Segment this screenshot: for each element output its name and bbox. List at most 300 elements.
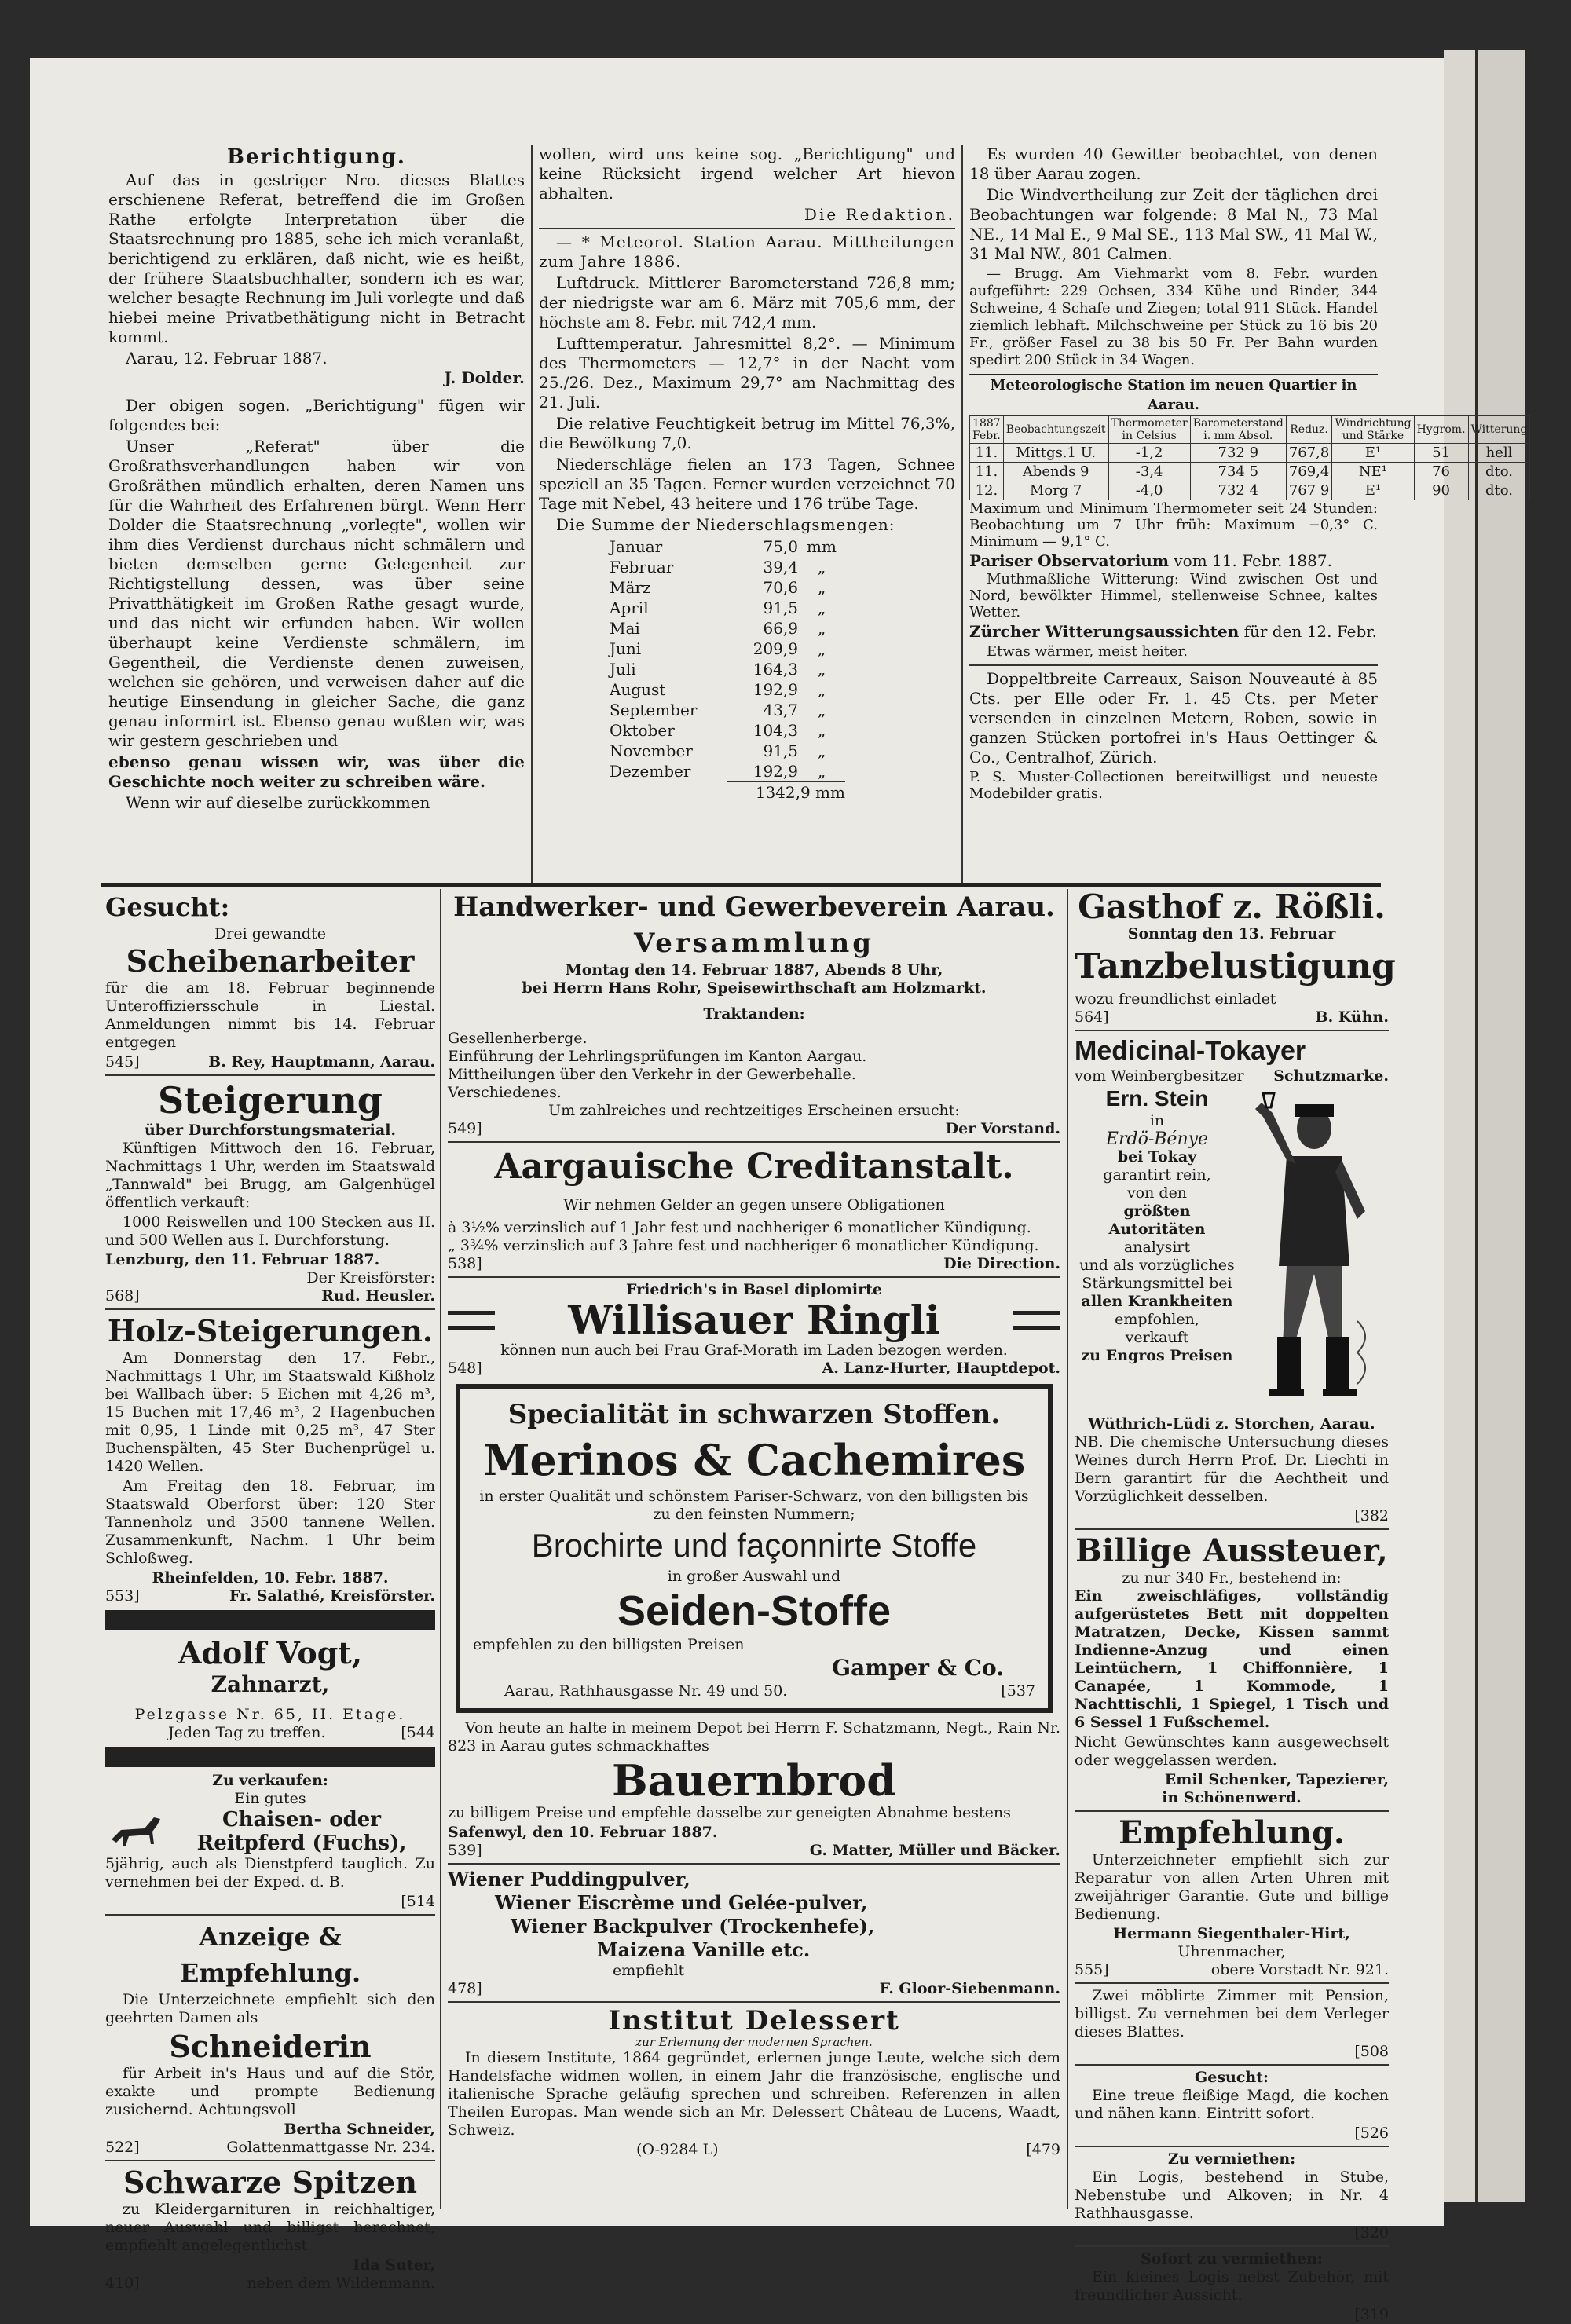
weather-table-header-cell: Hygrom. <box>1414 416 1468 444</box>
merinos-title: Merinos & Cachemires <box>482 1435 1026 1485</box>
gesucht-title: Gesucht: <box>105 892 230 922</box>
rainfall-unit: „ <box>817 660 826 679</box>
magd-number: [526 <box>1354 2125 1389 2142</box>
divider-r3 <box>1075 1810 1389 1812</box>
steigerung-text: Künftigen Mittwoch den 16. Februar, Nachmittags 1 Uhr, werden im Staatswald „Tannwald" bei Brugg, am Galgenhügel öffentlich verkauft: <box>105 1140 435 1211</box>
rainfall-row <box>539 659 955 679</box>
tokayer-vom: vom Weinbergbesitzer <box>1075 1067 1244 1085</box>
bauern-title: Bauernbrod <box>612 1755 896 1806</box>
zurich-forecast: Etwas wärmer, meist heiter. <box>987 643 1188 660</box>
black-bar-2 <box>105 1747 435 1767</box>
steigerung-date: Lenzburg, den 11. Februar 1887. <box>105 1251 380 1268</box>
tokayer-line: analysirt <box>1123 1239 1191 1256</box>
pudding-number: 478] <box>448 1980 482 1997</box>
tokayer-line: garantirt rein, <box>1103 1166 1211 1184</box>
gamper-name: Gamper & Co. <box>832 1655 1004 1681</box>
divider-l3 <box>105 1914 435 1916</box>
weather-table-row <box>970 444 1530 463</box>
rainfall-month: März <box>610 578 651 597</box>
empfehlung-job: Uhrenmacher, <box>1177 1943 1286 1960</box>
institut-text: In diesem Institute, 1864 gegründet, erlernen junge Leute, welche sich dem Handelsfache widmen wollen, in einem Jahr die französische, englische und italienische Sprache geläufig sprechen und schreiben. Referenzen in allen Theilen Europas. Man wende sich an Mr. Delessert Château de Lucens, Waadt, Schweiz. <box>448 2049 1060 2139</box>
ringli-pre: Friedrich's in Basel diplomirte <box>625 1281 882 1298</box>
weather-table-header-cell: Barometerstand i. mm Absol. <box>1190 416 1286 444</box>
steigerung-number: 568] <box>105 1287 140 1305</box>
pudding-signature: F. Gloor-Siebenmann. <box>879 1980 1060 1997</box>
rainfall-total-row <box>539 781 955 803</box>
weather-table-cell: Mittgs.1 U. <box>1003 444 1108 463</box>
berichtigung-title: Berichtigung. <box>227 145 406 169</box>
aussteuer-text2: Nicht Gewünschtes kann ausgewechselt oder weggelassen werden. <box>1075 1733 1389 1769</box>
sofort-title: Sofort zu vermiethen: <box>1141 2250 1323 2267</box>
vogt-job: Zahnarzt, <box>211 1671 330 1697</box>
sofort-number: [319 <box>1354 2306 1389 2323</box>
credit-number: 538] <box>448 1255 482 1272</box>
tokayer-in: in <box>1149 1112 1165 1129</box>
divider-m4 <box>448 2001 1060 2003</box>
ads-left-column <box>105 889 435 2292</box>
traktanden-4: Verschiedenes. <box>448 1084 562 1101</box>
scheiben-footer <box>105 1053 435 1071</box>
schneiderin-footer <box>105 2139 435 2157</box>
holz-footer <box>105 1587 435 1605</box>
spitzen-signature: Ida Suter, <box>353 2256 435 2274</box>
vogt-number: [544 <box>401 1724 435 1741</box>
weather-table-cell: 769,4 <box>1286 463 1332 481</box>
ringli-footer <box>448 1360 1060 1378</box>
logis-title: Zu vermiethen: <box>1167 2150 1296 2168</box>
tokayer-place: Erdö-Bénye <box>1105 1129 1209 1149</box>
tanz-title: Tanzbelustigung <box>1075 946 1396 986</box>
rainfall-month: November <box>610 741 693 760</box>
weather-table-header-cell: Reduz. <box>1286 416 1332 444</box>
bauern-text2: zu billigem Preise und empfehle dasselbe zur geneigten Abnahme bestens <box>448 1804 1011 1821</box>
gasthof-date: Sonntag den 13. Februar <box>1127 925 1336 942</box>
weather-table-cell: E¹ <box>1332 444 1414 463</box>
rainfall-row <box>539 720 955 741</box>
holz-text: Am Donnerstag den 17. Febr., Nachmittags 1 Uhr, im Staatswald Kißholz bei Wallbach über: 5 Eichen mit 4,26 m³, 15 Buchen mit 17,46 m³, 2 Hagenbuchen mit 0,95, 1 Linde mit 0,25 m³, 47 Ster Buchenspälten, 45 Ster Buchenprügel u. 1420 Wellen. <box>105 1349 435 1475</box>
berichtigung-signature: J. Dolder. <box>444 368 525 387</box>
rainfall-value: 66,9 <box>763 619 798 638</box>
weather-table-cell: dto. <box>1468 481 1530 500</box>
vogt-address: Pelzgasse Nr. 65, II. Etage. <box>134 1706 406 1723</box>
weather-table-header-cell: Witterung <box>1468 416 1530 444</box>
rainfall-value: 104,3 <box>753 721 798 740</box>
column-berichtigung <box>108 145 525 883</box>
pudding-emp: empfiehlt <box>613 1962 685 1979</box>
spitzen-footer <box>105 2275 435 2293</box>
credit-signature: Die Direction. <box>943 1255 1060 1272</box>
bauern-text1: Von heute an halte in meinem Depot bei Herrn F. Schatzmann, Negt., Rain Nr. 823 in Aarau gutes schmackhaftes <box>448 1719 1060 1755</box>
ads-middle-column <box>448 889 1060 2209</box>
ads-divider-right <box>1067 889 1068 2209</box>
ringli-text: können nun auch bei Frau Graf-Morath im Laden bezogen werden. <box>500 1341 1008 1359</box>
divider-m1 <box>448 1141 1060 1143</box>
berichtigung-text: Auf das in gestriger Nro. dieses Blattes erschienene Referat, betreffend die im Großen Rathe erfolgte Interpretation über die Staatsrechnung pro 1885, sehe ich mich veranlaßt, berichtigend zu erklären, daß nicht, wie es heißt, der frühere Staatsbuchhalter, sondern ich es war, welcher besagte Rechnung im Juli vorlegte und daß hiebei meine Privatbethätigung nicht in Betracht kommt. <box>108 170 525 346</box>
divider-r7 <box>1075 2245 1389 2247</box>
pudding-4: Maizena Vanille etc. <box>597 1938 811 1961</box>
aussteuer-title: Billige Aussteuer, <box>1075 1532 1388 1569</box>
divider-l2 <box>105 1308 435 1310</box>
schneiderin-address: Golattenmattgasse Nr. 234. <box>226 2139 435 2156</box>
anzeige-title: Anzeige & Empfehlung. <box>179 1922 361 1988</box>
weather-table-body <box>970 444 1530 500</box>
sofort-text: Ein kleines Logis nebst Zubehör, mit freundlicher Aussicht. <box>1075 2268 1389 2304</box>
versammlung-title: Versammlung <box>633 928 875 959</box>
scheiben-title: Scheibenarbeiter <box>126 943 415 979</box>
weather-table-header <box>970 416 1530 444</box>
weather-table-cell: 732 9 <box>1190 444 1286 463</box>
meteo-head: wollen, wird uns keine sog. „Berichtigung" und keine Rücksicht irgend welcher Art hievon abhalten. <box>539 145 955 203</box>
gesucht-sub: Drei gewandte <box>214 925 326 942</box>
pudding-footer <box>448 1980 1060 1998</box>
weather-table-cell: 11. <box>970 444 1004 463</box>
credit-line-2: „ 3¾% verzinslich auf 3 Jahre fest und nachheriger 6 monatlicher Kündigung. <box>448 1237 1039 1254</box>
zimmer-text: Zwei möblirte Zimmer mit Pension, billigst. Zu vernehmen bei dem Verleger dieses Blattes. <box>1075 1987 1389 2040</box>
anzeige-text: Die Unterzeichnete empfiehlt sich den geehrten Damen als <box>105 1991 435 2026</box>
spitzen-number: 410] <box>105 2275 140 2292</box>
ringli-deco-right <box>1013 1311 1060 1330</box>
institut-number: [479 <box>1026 2141 1060 2158</box>
aussteuer-signature: Emil Schenker, Tapezierer, <box>1164 1771 1389 1788</box>
chaisen-block <box>105 1808 435 1855</box>
empfehlung-title: Empfehlung. <box>1119 1814 1345 1851</box>
tokayer-line: allen Krankheiten <box>1081 1293 1233 1310</box>
merinos-text: in erster Qualität und schönstem Pariser-Schwarz, von den billigsten bis zu den feinsten Nummern; <box>479 1488 1029 1523</box>
seiden-title: Seiden-Stoffe <box>617 1587 892 1634</box>
steigerung-sig1: Der Kreisförster: <box>306 1269 435 1286</box>
zurich-title: Zürcher Witterungsaussichten <box>969 622 1240 641</box>
weather-table-cell: -4,0 <box>1108 481 1190 500</box>
weather-table-cell: E¹ <box>1332 481 1414 500</box>
holz-signature: Fr. Salathé, Kreisförster. <box>229 1587 435 1605</box>
rainfall-row <box>539 618 955 639</box>
aussteuer-price: zu nur 340 Fr., bestehend in: <box>1122 1569 1342 1587</box>
rainfall-month: Dezember <box>610 762 691 781</box>
versammlung-date: Montag den 14. Februar 1887, Abends 8 Uhr, <box>565 961 943 979</box>
tokayer-sub <box>1075 1067 1389 1085</box>
rainfall-unit: „ <box>817 701 826 719</box>
rainfall-month: Juni <box>610 639 642 658</box>
weather-table-cell: hell <box>1468 444 1530 463</box>
weather-table-cell: Morg 7 <box>1003 481 1108 500</box>
rainfall-value: 209,9 <box>753 639 798 658</box>
divider-l1 <box>105 1074 435 1076</box>
gamper-number: [537 <box>1001 1682 1035 1700</box>
divider-r4 <box>1075 1982 1389 1984</box>
rainfall-unit: „ <box>817 619 826 638</box>
holz-date: Rheinfelden, 10. Febr. 1887. <box>152 1569 389 1587</box>
weather-table-cell: 76 <box>1414 463 1468 481</box>
logis-number: [320 <box>1354 2224 1389 2242</box>
column-divider-2 <box>961 145 963 883</box>
meteo-humidity: Die relative Feuchtigkeit betrug im Mittel 76,3%, die Bewölkung 7,0. <box>539 414 955 452</box>
meteo-precipitation: Niederschläge fielen an 173 Tagen, Schnee speziell an 35 Tagen. Ferner wurden verzeichnet 70 Tage mit Nebel, 43 heitere und 176 trübe Tage. <box>539 455 955 513</box>
versammlung-footer <box>448 1120 1060 1138</box>
weather-table-header-cell: Thermometer in Celsius <box>1108 416 1190 444</box>
column-divider-1 <box>531 145 533 883</box>
weather-table-cell: NE¹ <box>1332 463 1414 481</box>
tokayer-line: zu Engros Preisen <box>1081 1347 1233 1364</box>
rainfall-unit: „ <box>817 741 826 760</box>
tokayer-title: Medicinal-Tokayer <box>1075 1036 1306 1066</box>
zurich-date: für den 12. Febr. <box>1243 622 1377 641</box>
berichtigung-footer <box>108 349 525 368</box>
book-edge-2 <box>1478 50 1525 2202</box>
magd-title: Gesucht: <box>1195 2069 1269 2086</box>
rainfall-row <box>539 741 955 761</box>
ringli-deco-left <box>448 1311 495 1330</box>
gamper-address: Aarau, Rathhausgasse Nr. 49 und 50. <box>504 1682 788 1700</box>
credit-title: Aargauische Creditanstalt. <box>494 1147 1014 1187</box>
gamper-box <box>456 1384 1053 1713</box>
verkaufen-title: Zu verkaufen: <box>212 1772 328 1789</box>
weather-table-cell: dto. <box>1468 463 1530 481</box>
weather-table-cell: 734 5 <box>1190 463 1286 481</box>
vogt-title: Adolf Vogt, <box>178 1635 363 1671</box>
weather-table-cell: 767 9 <box>1286 481 1332 500</box>
rainfall-value: 91,5 <box>763 598 798 617</box>
rainfall-value: 39,4 <box>763 558 798 576</box>
divider-meteo <box>539 228 955 229</box>
book-edge <box>1444 50 1475 2202</box>
tokayer-line: von den <box>1126 1184 1188 1202</box>
magd-text: Eine treue fleißige Magd, die kochen und nähen kann. Eintritt sofort. <box>1075 2087 1389 2122</box>
scheiben-signature: B. Rey, Hauptmann, Aarau. <box>208 1053 435 1071</box>
brugg-market: — Brugg. Am Viehmarkt vom 8. Febr. wurden aufgeführt: 229 Ochsen, 334 Kühe und Rinder, 344 Schweine, 4 Schafe und Ziegen; total 911 Stück. Handel ziemlich lebhaft. Milchschweine per Stück zu 16 bis 20 Fr., größer Fasel zu 38 bis 50 Fr. Per Bahn wurden spedirt 200 Stück in 34 Wagen. <box>969 265 1378 368</box>
meteo-pressure: Luftdruck. Mittlerer Barometerstand 726,8 mm; der niedrigste war am 6. März mit 705,6 mm, der höchste am 8. Febr. mit 742,4 mm. <box>539 273 955 331</box>
rainfall-month: Oktober <box>610 721 675 740</box>
credit-text: Wir nehmen Gelder an gegen unsere Obligationen <box>563 1196 945 1213</box>
station-title: Meteorologische Station im neuen Quartier in Aarau. <box>969 374 1378 415</box>
ringli-number: 548] <box>448 1360 482 1377</box>
tanz-footer <box>1075 1008 1389 1027</box>
credit-line-1: à 3½% verzinslich auf 1 Jahr fest und nachheriger 6 monatlicher Kündigung. <box>448 1219 1031 1236</box>
tokayer-line: größten Autoritäten <box>1108 1202 1206 1238</box>
rainfall-unit: „ <box>817 762 826 781</box>
weather-table-cell: 767,8 <box>1286 444 1332 463</box>
main-horizontal-rule <box>101 883 1381 887</box>
tokayer-signature: Wüthrich-Lüdi z. Storchen, Aarau. <box>1088 1415 1375 1433</box>
bauern-date: Safenwyl, den 10. Februar 1887. <box>448 1824 718 1841</box>
traktanden-2: Einführung der Lehrlingsprüfungen im Kanton Aargau. <box>448 1048 867 1065</box>
holz-text2: Am Freitag den 18. Februar, im Staatswald Oberforst über: 120 Ster Tannenholz und 3500 tannene Wellen. Zusammenkunft, Nachm. 1 Uhr beim Schloßweg. <box>105 1477 435 1567</box>
black-bar-1 <box>105 1610 435 1630</box>
paris-forecast: Muthmaßliche Witterung: Wind zwischen Ost und Nord, bewölkter Himmel, stellenweise Schnee, kaltes Wetter. <box>969 571 1378 620</box>
rainfall-value: 192,9 <box>753 762 798 781</box>
chaisen-text: 5jährig, auch als Dienstpferd tauglich. Zu vernehmen bei der Exped. d. B. <box>105 1855 435 1890</box>
tokayer-schutzmarke: Schutzmarke. <box>1273 1067 1389 1085</box>
chaisen-title: Chaisen- oder Reitpferd (Fuchs), <box>196 1808 407 1855</box>
institut-sub: zur Erlernung der modernen Sprachen. <box>635 2035 873 2049</box>
brochirt-title: Brochirte und façonnirte Stoffe <box>531 1527 977 1564</box>
traktanden-1: Gesellenherberge. <box>448 1030 588 1047</box>
horse-icon <box>105 1808 168 1855</box>
zurich-header <box>969 622 1378 642</box>
weather-table-row <box>970 481 1530 500</box>
carreaux-ad: Doppeltbreite Carreaux, Saison Nouveauté à 85 Cts. per Elle oder Fr. 1. 45 Cts. per Meter versenden in einzelnen Metern, Roben, sowie in ganzen Stücken portofrei in's Haus Oettinger & Co., Centralhof, Zürich. <box>969 669 1378 767</box>
rainfall-row <box>539 700 955 720</box>
rainfall-unit: „ <box>817 558 826 576</box>
rainfall-month: Januar <box>610 537 663 556</box>
tokayer-line: verkauft <box>1125 1329 1189 1346</box>
tokayer-lines <box>1075 1166 1240 1365</box>
weather-table-cell: 90 <box>1414 481 1468 500</box>
rainfall-value: 75,0 <box>763 537 798 556</box>
scheiben-number: 545] <box>105 1053 140 1071</box>
vogt-text: Jeden Tag zu treffen. <box>168 1724 326 1741</box>
rainfall-value: 43,7 <box>763 701 798 719</box>
divider-m3 <box>448 1863 1060 1865</box>
spitzen-text: zu Kleidergarnituren in reichhaltiger, neuer Auswahl und billigst berechnet, empfiehlt angelegentlichst <box>105 2201 435 2254</box>
tokayer-body <box>1075 1085 1389 1415</box>
weather-table <box>969 415 1530 500</box>
versammlung-signature: Der Vorstand. <box>945 1120 1060 1137</box>
rainfall-month: April <box>610 598 649 617</box>
institut-title: Institut Delessert <box>608 2005 900 2037</box>
schneiderin-title: Schneiderin <box>169 2029 372 2064</box>
rainfall-row <box>539 679 955 700</box>
tokayer-number: [382 <box>1354 1507 1389 1524</box>
rainfall-unit: „ <box>817 721 826 740</box>
meteo-title: — * Meteorol. Station Aarau. Mittheilungen zum Jahre 1886. <box>539 232 955 271</box>
weather-table-header-cell: Windrichtung und Stärke <box>1332 416 1414 444</box>
divider-l4 <box>105 2160 435 2161</box>
rainfall-row <box>539 761 955 781</box>
chaisen-number: [514 <box>401 1893 435 1910</box>
rainfall-unit: „ <box>817 680 826 699</box>
pudding-1: Wiener Puddingpulver, <box>448 1868 690 1890</box>
rainfall-row <box>539 598 955 618</box>
schneiderin-signature: Bertha Schneider, <box>284 2121 435 2138</box>
rainfall-total: 1342,9 mm <box>727 781 845 803</box>
weather-table-cell: -1,2 <box>1108 444 1190 463</box>
pudding-3: Wiener Backpulver (Trockenhefe), <box>511 1915 875 1938</box>
paris-title: Pariser Observatorium <box>969 551 1170 570</box>
tanz-text: wozu freundlichst einladet <box>1075 990 1276 1008</box>
gamper-footer <box>473 1682 1035 1700</box>
rainfall-unit: „ <box>817 598 826 617</box>
tokayer-name: Ern. Stein <box>1105 1086 1209 1111</box>
ringli-title: Willisauer Ringli <box>568 1297 940 1343</box>
traktanden-3: Mittheilungen über den Verkehr in der Gewerbehalle. <box>448 1066 856 1083</box>
berichtigung-date: Aarau, 12. Februar 1887. <box>126 349 328 368</box>
empfehlung-number: 555] <box>1075 1961 1109 1978</box>
reply-bold: ebenso genau wissen wir, was über die Geschichte noch weiter zu schreiben wäre. <box>108 752 525 791</box>
meteo-temperature: Lufttemperatur. Jahresmittel 8,2°. — Minimum des Thermometers — 12,7° in der Nacht vom 25./26. Dez., Maximum 29,7° am Nachmittag des 21. Juli. <box>539 334 955 412</box>
paris-date: vom 11. Febr. 1887. <box>1174 551 1332 570</box>
paris-header <box>969 551 1378 571</box>
meteo-sum-intro: Die Summe der Niederschlagsmengen: <box>556 515 895 534</box>
brochirt-text: in großer Auswahl und <box>667 1568 841 1585</box>
seiden-text: empfehlen zu den billigsten Preisen <box>473 1636 745 1653</box>
divider-r6 <box>1075 2146 1389 2147</box>
weather-table-cell: -3,4 <box>1108 463 1190 481</box>
spitzen-title: Schwarze Spitzen <box>123 2165 417 2200</box>
newspaper-page <box>30 58 1528 2323</box>
man-with-glass-illustration <box>1240 1085 1381 1415</box>
ads-right-column <box>1075 888 1396 2323</box>
rainfall-row <box>539 639 955 659</box>
steigerung-sub: über Durchforstungsmaterial. <box>144 1122 397 1139</box>
rainfall-month: Juli <box>610 660 636 679</box>
weather-table-cell: 11. <box>970 463 1004 481</box>
rainfall-month: Februar <box>610 558 674 576</box>
rainfall-month: August <box>610 680 666 699</box>
rainfall-row <box>539 557 955 577</box>
rainfall-value: 70,6 <box>763 578 798 597</box>
bauern-footer <box>448 1842 1060 1860</box>
rainfall-row <box>539 577 955 598</box>
versammlung-place: bei Herrn Hans Rohr, Speisewirthschaft am Holzmarkt. <box>522 979 987 997</box>
zimmer-number: [508 <box>1354 2043 1389 2060</box>
steigerung-title: Steigerung <box>158 1079 383 1122</box>
verein-title: Handwerker- und Gewerbeverein Aarau. <box>453 891 1055 923</box>
schneiderin-text: für Arbeit in's Haus und auf die Stör, exakte und prompte Bedienung zusichernd. Achtungsvoll <box>105 2065 435 2118</box>
divider-r1 <box>1075 1030 1389 1031</box>
tokayer-bei: bei Tokay <box>1117 1148 1197 1166</box>
thunderstorms: Es wurden 40 Gewitter beobachtet, von denen 18 über Aarau zogen. <box>969 145 1378 183</box>
tanz-number: 564] <box>1075 1008 1109 1026</box>
institut-code: (O-9284 L) <box>636 2141 719 2158</box>
weather-table-cell: 51 <box>1414 444 1468 463</box>
rainfall-unit: mm <box>807 537 837 556</box>
empfehlung-address: obere Vorstadt Nr. 921. <box>1210 1961 1389 1978</box>
reply-intro: Der obigen sogen. „Berichtigung" fügen wir folgendes bei: <box>108 396 525 434</box>
rainfall-list <box>539 536 955 781</box>
verkaufen-sub: Ein gutes <box>234 1790 306 1807</box>
aussteuer-place: in Schönenwerd. <box>1162 1789 1302 1806</box>
pudding-2: Wiener Eiscrème und Gelée-pulver, <box>495 1891 868 1914</box>
tokayer-text-block <box>1075 1085 1240 1415</box>
carreaux-ps: P. S. Muster-Collectionen bereitwilligst und neueste Modebilder gratis. <box>969 769 1378 802</box>
wind-distribution: Die Windvertheilung zur Zeit der täglichen drei Beobachtungen war folgende: 8 Mal N., 73 Mal NE., 14 Mal E., 9 Mal SE., 113 Mal SW., 41 Mal W., 31 Mal NW., 801 Calmen. <box>969 185 1378 263</box>
tokayer-line: empfohlen, <box>1115 1311 1199 1328</box>
weather-table-cell: 12. <box>970 481 1004 500</box>
scheiben-text: für die am 18. Februar beginnende Unteroffiziersschule in Liestal. Anmeldungen nimmt bis 14. Februar entgegen <box>105 979 435 1051</box>
divider-r5 <box>1075 2064 1389 2066</box>
rainfall-row <box>539 536 955 557</box>
weather-table-row <box>970 463 1530 481</box>
bauern-number: 539] <box>448 1842 482 1859</box>
reply-tail: Wenn wir auf dieselbe zurückkommen <box>126 793 430 812</box>
weather-table-header-cell: 1887 Febr. <box>970 416 1004 444</box>
schneiderin-number: 522] <box>105 2139 140 2156</box>
gasthof-title: Gasthof z. Rößli. <box>1078 888 1386 926</box>
divider-r2 <box>1075 1528 1389 1530</box>
weather-table-cell: Abends 9 <box>1003 463 1108 481</box>
rainfall-unit: „ <box>817 578 826 597</box>
rainfall-value: 192,9 <box>753 680 798 699</box>
divider-carreaux <box>969 664 1378 666</box>
column-meteorology <box>539 145 955 883</box>
empfehlung-signature: Hermann Siegenthaler-Hirt, <box>1113 1925 1350 1942</box>
institut-footer <box>448 2141 1060 2159</box>
ads-divider-left <box>440 889 441 2209</box>
redaktion-signature: Die Redaktion. <box>804 205 955 224</box>
logis-text: Ein Logis, bestehend in Stube, Nebenstube und Alkoven; in Nr. 4 Rathhausgasse. <box>1075 2168 1389 2222</box>
credit-footer <box>448 1255 1060 1273</box>
vogt-footer <box>105 1724 435 1742</box>
versammlung-ask: Um zahlreiches und rechtzeitiges Erscheinen ersucht: <box>548 1102 960 1119</box>
steigerung-text2: 1000 Reiswellen und 100 Stecken aus II. und 500 Wellen aus I. Durchforstung. <box>105 1213 435 1249</box>
empfehlung-text: Unterzeichneter empfiehlt sich zur Reparatur von allen Arten Uhren mit zweijähriger Garantie. Gute und billige Bedienung. <box>1075 1851 1389 1923</box>
ringli-title-block <box>448 1299 1060 1341</box>
aussteuer-text: Ein zweischläfiges, vollständig aufgerüstetes Bett mit doppelten Matratzen, Decke, Kissen sammt Indienne-Anzug und einen Leintüchern, 1 Chiffonnière, 1 Canapée, 1 Kommode, 1 Nachttischli, 1 Spiegel, 1 Tisch und 6 Sessel 1 Fußschemel. <box>1075 1587 1389 1731</box>
bauern-signature: G. Matter, Müller und Bäcker. <box>809 1842 1060 1859</box>
column-reports <box>969 145 1528 883</box>
tokayer-line: und als vorzügliches <box>1079 1257 1235 1274</box>
ringli-signature: A. Lanz-Hurter, Hauptdepot. <box>822 1360 1060 1377</box>
